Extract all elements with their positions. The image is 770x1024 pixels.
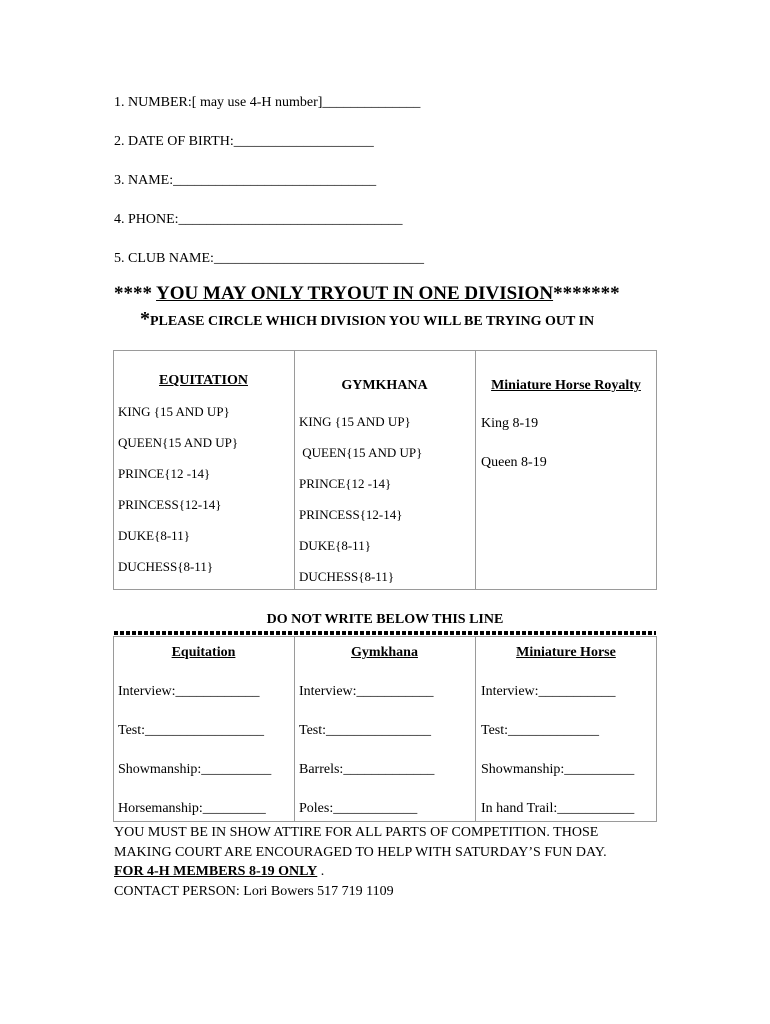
miniature-interview-field: Interview:___________ — [481, 684, 616, 699]
field-name[interactable]: 3. NAME:_____________________________ — [114, 173, 377, 188]
miniature-king[interactable]: King 8-19 — [481, 416, 539, 431]
equitation-title: EQUITATION — [159, 373, 248, 388]
miniature-test-field: Test:_____________ — [481, 723, 600, 738]
equitation-duke[interactable]: DUKE{8-11} — [118, 528, 190, 543]
gymkhana-interview-field: Interview:___________ — [299, 684, 434, 699]
gymkhana-king[interactable]: KING {15 AND UP} — [299, 414, 411, 429]
gymkhana-title: GYMKHANA — [341, 378, 428, 393]
equitation-test-field: Test:_________________ — [118, 723, 265, 738]
footer-court-line: MAKING COURT ARE ENCOURAGED TO HELP WITH SATURDAY’S FUN DAY. — [114, 845, 607, 860]
field-date-of-birth[interactable]: 2. DATE OF BIRTH:____________________ — [114, 134, 374, 149]
scoring-miniature-title: Miniature Horse — [516, 645, 616, 660]
equitation-horsemanship-field: Horsemanship:_________ — [118, 801, 266, 816]
dotted-separator — [114, 631, 656, 635]
miniature-queen[interactable]: Queen 8-19 — [481, 455, 547, 470]
scoring-col-divider-2 — [475, 636, 476, 822]
instruction-star: * — [140, 308, 150, 330]
miniature-in-hand-trail-field: In hand Trail:___________ — [481, 801, 635, 816]
notice-prefix: **** — [114, 283, 157, 304]
scoring-col-divider-1 — [294, 636, 295, 822]
equitation-showmanship-field: Showmanship:__________ — [118, 762, 272, 777]
gymkhana-duchess[interactable]: DUCHESS{8-11} — [299, 569, 395, 584]
members-only-notice: FOR 4-H MEMBERS 8-19 ONLY — [114, 864, 318, 879]
gymkhana-poles-field: Poles:____________ — [299, 801, 418, 816]
separator-label: DO NOT WRITE BELOW THIS LINE — [266, 612, 504, 627]
gymkhana-barrels-field: Barrels:_____________ — [299, 762, 435, 777]
field-phone[interactable]: 4. PHONE:________________________________ — [114, 212, 403, 227]
equitation-queen[interactable]: QUEEN{15 AND UP} — [118, 435, 239, 450]
members-tail: . — [317, 864, 325, 879]
miniature-showmanship-field: Showmanship:__________ — [481, 762, 635, 777]
gymkhana-prince[interactable]: PRINCE{12 -14} — [299, 476, 392, 491]
notice-suffix: ******* — [553, 283, 620, 304]
equitation-king[interactable]: KING {15 AND UP} — [118, 404, 230, 419]
gymkhana-princess[interactable]: PRINCESS{12-14} — [299, 507, 403, 522]
scoring-equitation-title: Equitation — [171, 645, 236, 660]
instruction-text: PLEASE CIRCLE WHICH DIVISION YOU WILL BE TRYING OUT IN — [150, 314, 595, 329]
equitation-prince[interactable]: PRINCE{12 -14} — [118, 466, 211, 481]
gymkhana-test-field: Test:_______________ — [299, 723, 432, 738]
gymkhana-queen[interactable]: QUEEN{15 AND UP} — [299, 445, 423, 460]
field-club-name[interactable]: 5. CLUB NAME:______________________________ — [114, 251, 424, 266]
notice-main: YOU MAY ONLY TRYOUT IN ONE DIVISION — [156, 283, 554, 304]
miniature-title: Miniature Horse Royalty — [491, 378, 641, 393]
footer-attire-line: YOU MUST BE IN SHOW ATTIRE FOR ALL PARTS OF COMPETITION. THOSE — [114, 825, 599, 840]
division-notice — [114, 283, 620, 305]
equitation-interview-field: Interview:____________ — [118, 684, 260, 699]
circle-instruction — [140, 308, 594, 331]
scoring-gymkhana-title: Gymkhana — [351, 645, 418, 660]
equitation-duchess[interactable]: DUCHESS{8-11} — [118, 559, 214, 574]
equitation-princess[interactable]: PRINCESS{12-14} — [118, 497, 222, 512]
contact-person: CONTACT PERSON: Lori Bowers 517 719 1109 — [114, 884, 394, 899]
footer-members-line — [114, 864, 324, 880]
gymkhana-duke[interactable]: DUKE{8-11} — [299, 538, 371, 553]
field-number[interactable]: 1. NUMBER:[ may use 4-H number]______________ — [114, 95, 421, 110]
